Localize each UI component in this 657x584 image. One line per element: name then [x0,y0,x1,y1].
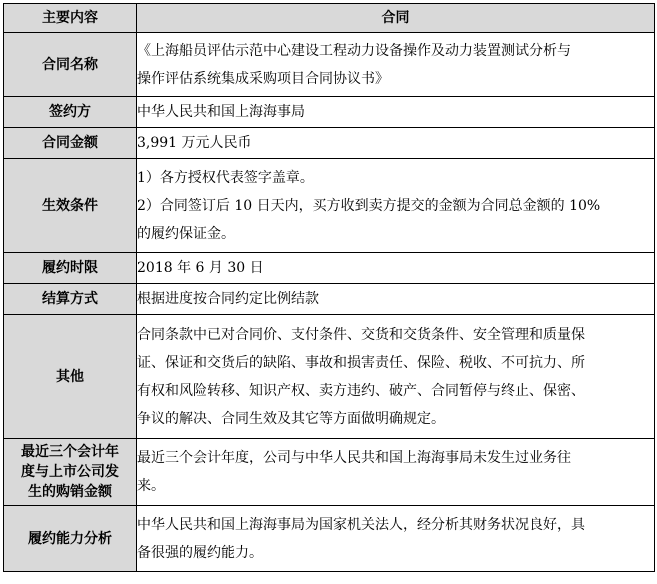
key-line: 最近三个会计年 [21,444,119,460]
row-key-recent-transactions [4,439,137,506]
value-line: 证、保证和交货后的缺陷、事故和损害责任、保险、税收、不可抗力、所 [137,354,585,371]
value-line: 来。 [137,478,165,494]
row-value-contract-name [137,33,655,97]
table-row-effective-conditions [4,159,655,253]
value-line: 《上海船员评估示范中心建设工程动力设备操作及动力装置测试分析与 [137,42,571,59]
value-line: 2018 年 6 月 30 日 [137,260,264,276]
value-line: 最近三个会计年度，公司与中华人民共和国上海海事局未发生过业务往 [137,450,571,466]
table-row-contract-name [4,33,655,97]
row-key-contract-amount: 合同金额 [4,128,137,159]
value-line: 争议的解决、合同生效及其它等方面做明确规定。 [137,410,445,427]
table-row-contract-amount [4,128,655,159]
row-value-deadline [137,253,655,284]
table-row-recent-transactions [4,439,655,506]
row-value-settlement [137,284,655,315]
row-value-other [137,315,655,439]
row-value-recent-transactions [137,439,655,506]
header-value-cell: 合同 [137,4,655,33]
row-key-deadline: 履约时限 [4,253,137,284]
row-value-contract-amount [137,128,655,159]
key-line: 度与上市公司发 [21,464,119,480]
row-key-performance-capability: 履约能力分析 [4,506,137,572]
value-line: 的履约保证金。 [137,225,235,242]
contract-summary-table [3,3,655,572]
value-line: 3,991 万元人民币 [137,135,252,151]
key-line: 生的购销金额 [28,484,112,500]
row-value-signing-party [137,97,655,128]
value-line: 备很强的履约能力。 [137,544,263,561]
row-key-effective-conditions: 生效条件 [4,159,137,253]
value-line: 有权和风险转移、知识产权、卖方违约、破产、合同暂停与终止、保密、 [137,382,585,399]
table-row-other [4,315,655,439]
value-line: 根据进度按合同约定比例结款 [137,291,319,307]
row-key-signing-party: 签约方 [4,97,137,128]
value-line: 操作评估系统集成采购项目合同协议书》 [137,70,389,87]
table-row-deadline [4,253,655,284]
value-line: 2）合同签订后 10 日天内，买方收到卖方提交的金额为合同总金额的 10% [137,197,601,214]
row-value-effective-conditions [137,159,655,253]
row-key-other: 其他 [4,315,137,439]
row-value-performance-capability [137,506,655,572]
table-row-settlement [4,284,655,315]
value-line: 1）各方授权代表签字盖章。 [137,169,314,186]
value-line: 合同条款中已对合同价、支付条件、交货和交货条件、安全管理和质量保 [137,326,585,343]
table-header-row [4,4,655,33]
value-line: 中华人民共和国上海海事局为国家机关法人，经分析其财务状况良好，具 [137,516,585,533]
row-key-contract-name: 合同名称 [4,33,137,97]
table-row-performance-capability [4,506,655,572]
table-row-signing-party [4,97,655,128]
header-key-cell: 主要内容 [4,4,137,33]
value-line: 中华人民共和国上海海事局 [137,104,305,120]
row-key-settlement: 结算方式 [4,284,137,315]
